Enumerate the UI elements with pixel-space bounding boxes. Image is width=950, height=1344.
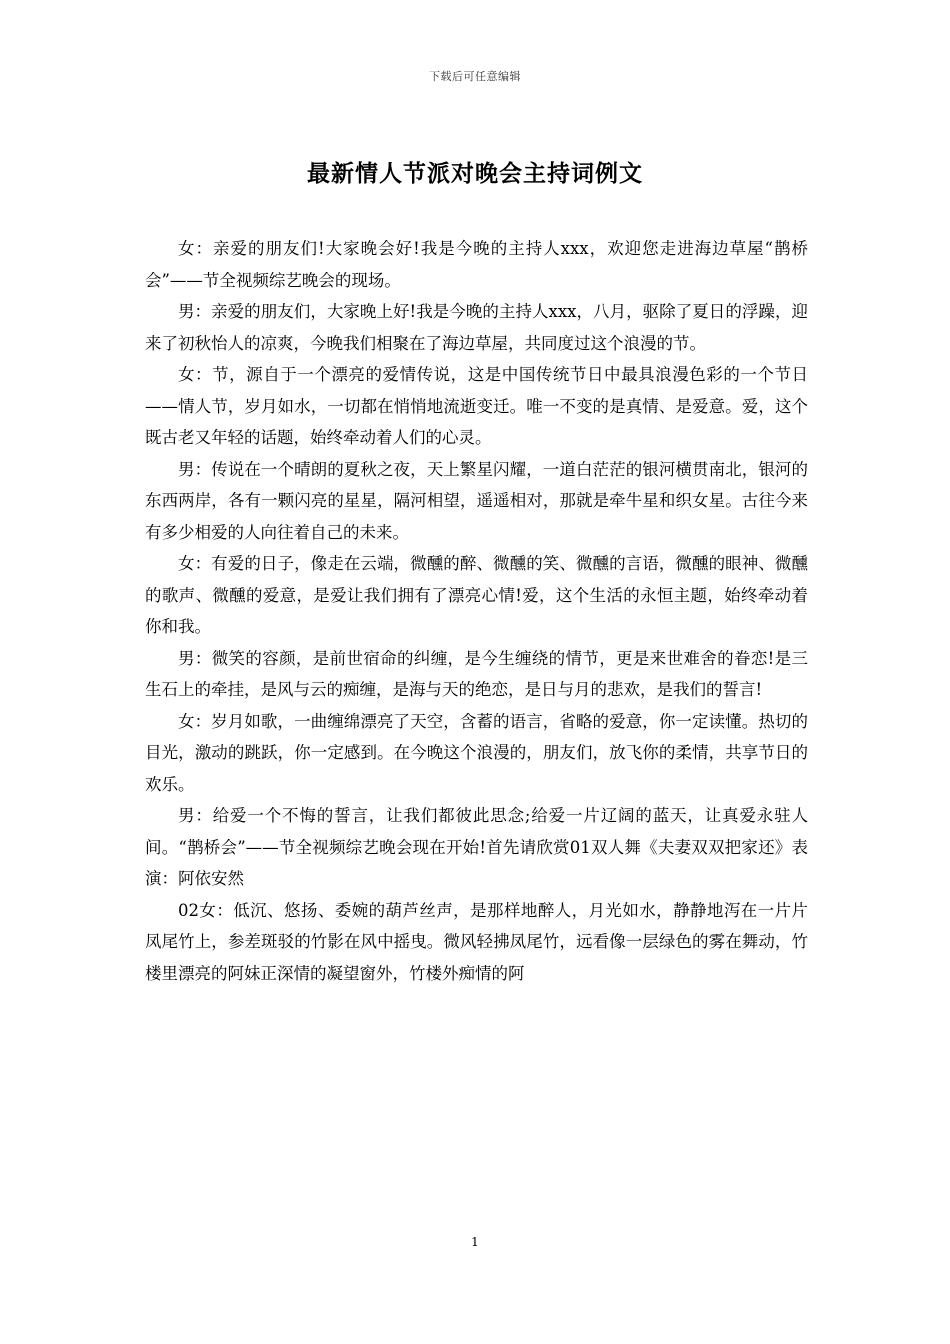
page-number: 1	[471, 1235, 479, 1249]
paragraph: 女：岁月如歌，一曲缠绵漂亮了天空，含蓄的语言，省略的爱意，你一定读懂。热切的目光，激动的跳跃，你一定感到。在今晚这个浪漫的，朋友们，放飞你的柔情，共享节日的欢乐。	[145, 711, 808, 794]
paragraph: 女：有爱的日子，像走在云端，微醺的醉、微醺的笑、微醺的言语，微醺的眼神、微醺的歌声、微醺的爱意，是爱让我们拥有了漂亮心情!爱，这个生活的永恒主题，始终牵动着你和我。	[145, 554, 808, 636]
header-note: 下载后可任意编辑	[429, 70, 521, 83]
paragraph: 02女：低沉、悠扬、委婉的葫芦丝声，是那样地醉人，月光如水，静静地泻在一片片凤尾竹上，参差斑驳的竹影在风中摇曳。微风轻拂凤尾竹，远看像一层绿色的雾在舞动，竹楼里漂亮的阿妹正深情的凝望窗外，竹楼外痴情的阿	[145, 900, 808, 983]
document-title: 最新情人节派对晚会主持词例文	[307, 160, 643, 187]
paragraph: 男：传说在一个晴朗的夏秋之夜，天上繁星闪耀，一道白茫茫的银河横贯南北，银河的东西两岸，各有一颗闪亮的星星，隔河相望，遥遥相对，那就是牵牛星和织女星。古往今来有多少相爱的人向往着自己的未来。	[145, 459, 808, 542]
document-body	[145, 233, 808, 989]
paragraph: 男：给爱一个不悔的誓言，让我们都彼此思念;给爱一片辽阔的蓝天，让真爱永驻人间。“鹊桥会”——节全视频综艺晚会现在开始!首先请欣赏01双人舞《夫妻双双把家还》表演：阿依安然	[145, 806, 808, 888]
paragraph: 女：亲爱的朋友们!大家晚会好!我是今晚的主持人xxx，欢迎您走进海边草屋“鹊桥会”——节全视频综艺晚会的现场。	[145, 239, 808, 290]
paragraph: 男：微笑的容颜，是前世宿命的纠缠，是今生缠绕的情节，更是来世难舍的眷恋!是三生石上的牵挂，是风与云的痴缠，是海与天的绝恋，是日与月的悲欢，是我们的誓言!	[145, 648, 808, 699]
paragraph: 女：节，源自于一个漂亮的爱情传说，这是中国传统节日中最具浪漫色彩的一个节日——情人节，岁月如水，一切都在悄悄地流逝变迁。唯一不变的是真情、是爱意。爱，这个既古老又年轻的话题，始终牵动着人们的心灵。	[145, 365, 808, 447]
paragraph: 男：亲爱的朋友们，大家晚上好!我是今晚的主持人xxx，八月，驱除了夏日的浮躁，迎来了初秋怡人的凉爽，今晚我们相聚在了海边草屋，共同度过这个浪漫的节。	[145, 302, 808, 353]
